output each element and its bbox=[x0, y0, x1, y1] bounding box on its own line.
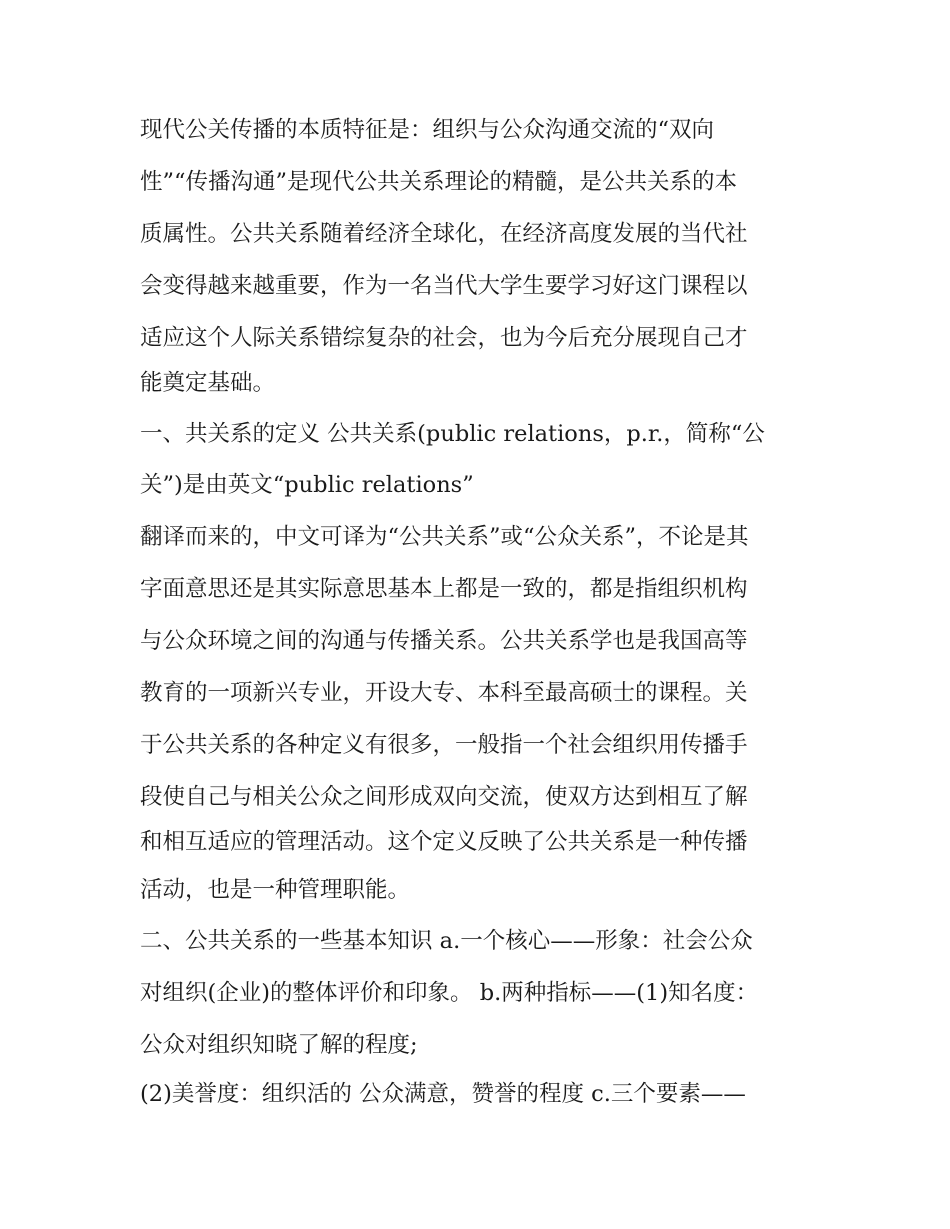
text-line: 会变得越来越重要，作为一名当代大学生要学习好这门课程以 bbox=[140, 273, 748, 299]
text-line: 于公共关系的各种定义有很多，一般指一个社会组织用传播手 bbox=[140, 732, 748, 758]
text-line: 翻译而来的，中文可译为“公共关系”或“公众关系”，不论是其 bbox=[140, 524, 749, 550]
text-line: 段使自己与相关公众之间形成双向交流，使双方达到相互了解 bbox=[140, 784, 748, 810]
text-line: 质属性。公共关系随着经济全球化，在经济高度发展的当代社 bbox=[140, 221, 748, 247]
section-heading-2: 二、公共关系的一些基本知识 a.一个核心——形象：社会公众 bbox=[140, 928, 753, 954]
text-line: 现代公关传播的本质特征是：组织与公众沟通交流的“双向 bbox=[140, 117, 715, 143]
text-line: 教育的一项新兴专业，开设大专、本科至最高硕士的课程。关 bbox=[140, 680, 748, 706]
section-heading-1: 一、共关系的定义 公共关系(public relations，p.r.，简称“公 bbox=[140, 421, 765, 447]
text-line: 与公众环境之间的沟通与传播关系。公共关系学也是我国高等 bbox=[140, 628, 748, 654]
text-line: 和相互适应的管理活动。这个定义反映了公共关系是一种传播 bbox=[140, 829, 748, 855]
text-line: (2)美誉度：组织活的 公众满意，赞誉的程度 c.三个要素—— bbox=[140, 1081, 746, 1107]
text-line: 公众对组织知晓了解的程度; bbox=[140, 1032, 418, 1058]
text-line: 性”“传播沟通”是现代公共关系理论的精髓，是公共关系的本 bbox=[140, 169, 738, 195]
text-line: 对组织(企业)的整体评价和印象。 b.两种指标——(1)知名度： bbox=[140, 980, 759, 1006]
text-line: 活动，也是一种管理职能。 bbox=[140, 877, 411, 903]
text-line: 能奠定基础。 bbox=[140, 370, 276, 396]
text-line: 字面意思还是其实际意思基本上都是一致的，都是指组织机构 bbox=[140, 576, 748, 602]
text-line: 关”)是由英文“public relations” bbox=[140, 472, 474, 498]
text-line: 适应这个人际关系错综复杂的社会，也为今后充分展现自己才 bbox=[140, 325, 748, 351]
